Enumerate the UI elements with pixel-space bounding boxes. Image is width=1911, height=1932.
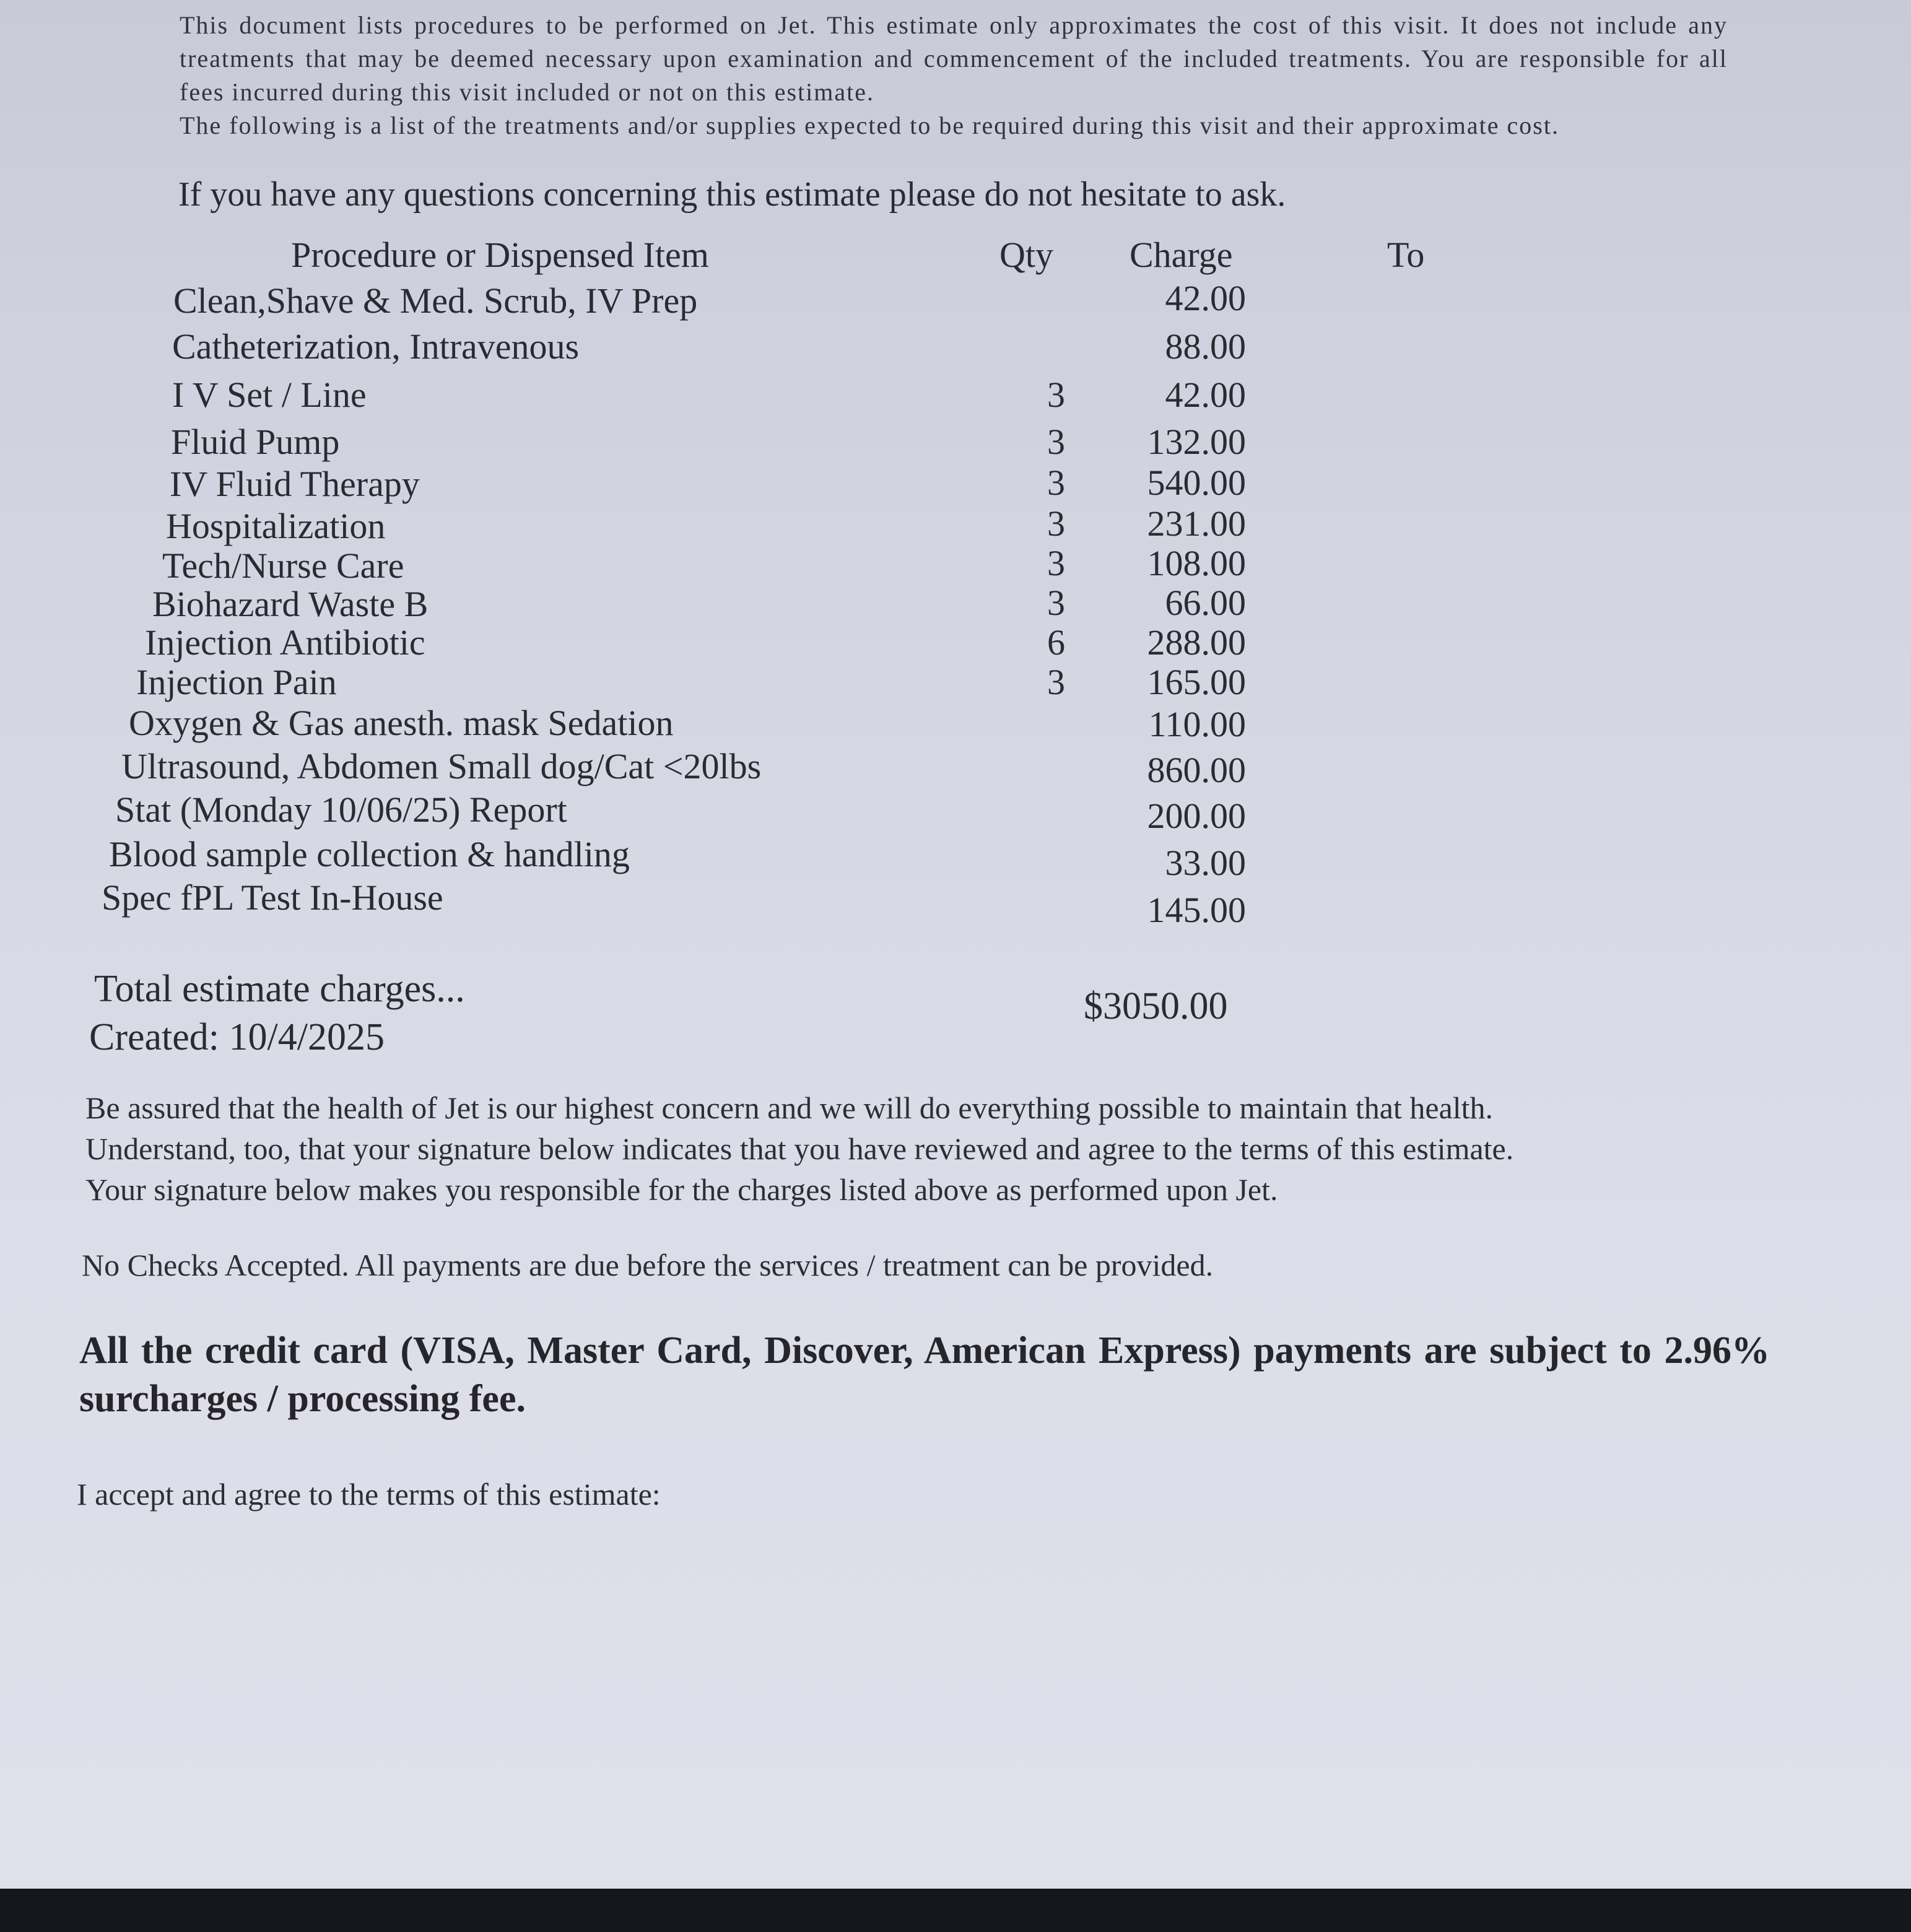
item-charge: 132.00: [1147, 422, 1246, 462]
total-label: Total estimate charges...: [94, 968, 465, 1010]
assurance-line: Be assured that the health of Jet is our highest concern and we will do everything possible to maintain that health.: [85, 1090, 1494, 1125]
item-charge: 540.00: [1147, 463, 1246, 503]
item-charge: 42.00: [1165, 278, 1246, 318]
item-qty: 3: [1047, 463, 1065, 503]
item-name: Injection Antibiotic: [145, 622, 425, 663]
item-name: Spec fPL Test In-House: [102, 877, 443, 918]
total-value: $3050.00: [1084, 985, 1228, 1027]
item-qty: 3: [1047, 583, 1065, 623]
item-charge: 165.00: [1147, 662, 1246, 702]
created-date: Created: 10/4/2025: [89, 1016, 385, 1058]
item-name: Tech/Nurse Care: [162, 546, 404, 586]
item-name: Stat (Monday 10/06/25) Report: [115, 790, 567, 830]
column-header-to: To: [1387, 235, 1425, 275]
item-name: Oxygen & Gas anesth. mask Sedation: [129, 703, 674, 743]
item-charge: 88.00: [1165, 326, 1246, 367]
item-name: Injection Pain: [136, 662, 337, 702]
intro-paragraph-2: The following is a list of the treatments and/or supplies expected to be required during this visit and their approximate cost.: [180, 111, 1559, 139]
item-charge: 66.00: [1165, 583, 1246, 623]
surcharge-note: All the credit card (VISA, Master Card, Discover, American Express) payments are subject to 2.96% surcharges / processing fee.: [79, 1329, 1770, 1420]
item-name: Fluid Pump: [171, 422, 340, 462]
intro-paragraph-1: This document lists procedures to be performed on Jet. This estimate only approximates the cost of this visit. It does not include any treatments that may be deemed necessary upon examination and commencement of the included treatments. You are responsible for all fees incurred during this visit included or not on this estimate.: [180, 11, 1728, 106]
item-qty: 3: [1047, 503, 1065, 544]
column-header-charge: Charge: [1130, 235, 1233, 275]
item-qty: 6: [1047, 622, 1065, 663]
assurance-line: Understand, too, that your signature below indicates that you have reviewed and agree to the terms of this estimate.: [85, 1131, 1514, 1166]
item-charge: 288.00: [1147, 622, 1246, 663]
item-qty: 3: [1047, 543, 1065, 583]
item-charge: 108.00: [1147, 543, 1246, 583]
item-charge: 860.00: [1147, 750, 1246, 790]
item-charge: 33.00: [1165, 843, 1246, 883]
questions-note: If you have any questions concerning this estimate please do not hesitate to ask.: [178, 175, 1286, 214]
item-name: Clean,Shave & Med. Scrub, IV Prep: [173, 281, 698, 321]
item-name: I V Set / Line: [172, 375, 367, 415]
item-charge: 145.00: [1147, 890, 1246, 930]
item-charge: 231.00: [1147, 503, 1246, 544]
item-name: Catheterization, Intravenous: [172, 326, 580, 367]
item-name: Blood sample collection & handling: [109, 834, 630, 874]
accept-terms-line: I accept and agree to the terms of this estimate:: [77, 1477, 661, 1512]
background-surface: [0, 1889, 1911, 1932]
column-header-item: Procedure or Dispensed Item: [291, 235, 709, 275]
item-name: Ultrasound, Abdomen Small dog/Cat <20lbs: [121, 746, 762, 786]
item-name: IV Fluid Therapy: [170, 464, 420, 504]
item-charge: 42.00: [1165, 375, 1246, 415]
item-charge: 200.00: [1147, 796, 1246, 836]
payment-note: No Checks Accepted. All payments are due before the services / treatment can be provided.: [82, 1248, 1214, 1282]
assurance-paragraph: [85, 1087, 1782, 1210]
item-qty: 3: [1047, 422, 1065, 462]
intro-disclaimer: [180, 9, 1728, 142]
item-qty: 3: [1047, 375, 1065, 415]
item-charge: 110.00: [1148, 704, 1246, 744]
assurance-line: Your signature below makes you responsible for the charges listed above as performed upon Jet.: [85, 1172, 1278, 1207]
item-name: Biohazard Waste B: [152, 584, 429, 624]
item-name: Hospitalization: [166, 506, 386, 546]
item-qty: 3: [1047, 662, 1065, 702]
column-header-qty: Qty: [999, 235, 1053, 275]
